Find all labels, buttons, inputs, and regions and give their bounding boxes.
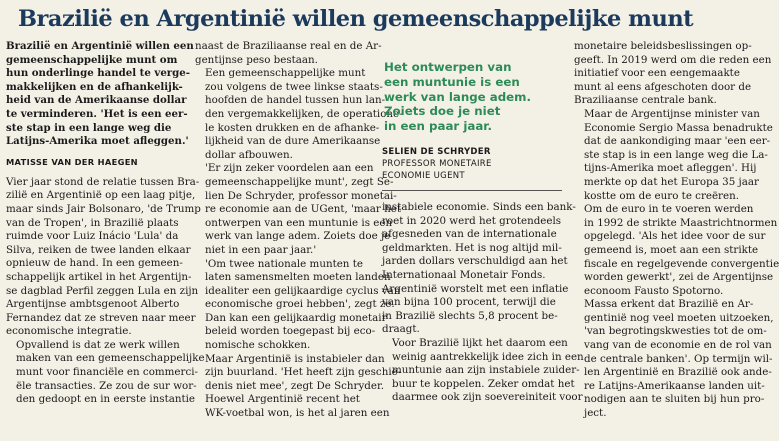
text-line: in Brazilië slechts 5,8 procent be- (382, 309, 558, 322)
text-line: Internationaal Monetair Fonds. (382, 268, 546, 281)
column-1 (6, 40, 205, 439)
text-line: merkte op dat het Europa 35 jaar (584, 175, 759, 188)
text-line: Brazilië en Argentinië willen een (6, 40, 194, 52)
text-line: makkelijken en de afhankelijk- (6, 80, 183, 93)
text-line: jarden dollars verschuldigd aan het (382, 255, 568, 268)
text-line: niet in een paar jaar.' (205, 243, 317, 256)
text-line: kostte om de euro te creëren. (584, 189, 739, 202)
text-line: beleid worden toegepast bij eco- (205, 325, 376, 338)
body-paragraph (574, 40, 772, 108)
text-line: Opvallend is dat ze werk willen (16, 338, 180, 351)
body-paragraph (382, 200, 576, 337)
text-line: geeft. In 2019 werd om die reden een (574, 53, 772, 66)
text-line: dollar afbouwen. (205, 148, 293, 161)
text-line: een muntunie is een (384, 74, 520, 89)
text-line: Massa erkent dat Brazilië en Ar- (584, 298, 754, 311)
body-paragraph (574, 298, 774, 420)
text-line: Zoiets doe je niet (384, 104, 501, 119)
text-line: buur te koppelen. Zeker omdat het (392, 377, 575, 390)
text-line: lijkheid van de dure Amerikaanse (205, 135, 381, 148)
text-line: maar sinds Jair Bolsonaro, 'de Trump (6, 202, 201, 215)
text-line: dat de aankondiging maar 'een eer- (584, 135, 771, 148)
text-line: roet in 2020 werd het grotendeels (382, 214, 562, 227)
body-paragraph (574, 203, 779, 298)
text-line: van bijna 100 procent, terwijl die (382, 296, 556, 309)
text-line: hun onderlinge handel te verge- (6, 67, 191, 80)
text-line: re Latijns-Amerikaanse landen uit- (584, 379, 765, 392)
text-line: werk van lange adem. Zoiets doe je (205, 230, 391, 243)
text-line: Vier jaar stond de relatie tussen Bra- (6, 175, 200, 188)
text-line: le kosten drukken en de afhanke- (205, 121, 380, 134)
text-line: WK-voetbal won, is het al jaren een (205, 407, 390, 420)
text-line: Maar Argentinië is instabieler dan (205, 352, 385, 365)
text-line: Het ontwerpen van (384, 60, 512, 74)
text-line: se dagblad Perfil zeggen Lula en zijn (6, 284, 199, 297)
body-paragraph (195, 67, 403, 162)
text-line: gemeenschappelijke munt om (6, 53, 178, 66)
text-line: van de Tropen', in Brazilië plaats (6, 216, 179, 229)
text-line: economische groei hebben', zegt ze. (205, 298, 395, 311)
text-line: in 1992 de strikte Maastrichtnormen (584, 216, 778, 229)
text-line: Dan kan een gelijkaardig monetair (205, 311, 387, 324)
text-line: Hoewel Argentinië recent het (205, 393, 360, 406)
text-line: fiscale en regelgevende convergentie (584, 257, 779, 270)
text-line: Fernandez dat ze streven naar meer (6, 311, 196, 324)
text-line: Braziliaanse centrale bank. (574, 94, 717, 107)
text-line: geldmarkten. Het is nog altijd mil- (382, 241, 562, 254)
text-line: afgesneden van de internationale (382, 228, 557, 241)
text-line: ruimde voor Luiz Inácio 'Lula' da (6, 230, 179, 243)
text-line: gemeenschappelijke munt', zegt Se- (205, 175, 394, 188)
text-line: Maar de Argentijnse minister van (584, 107, 760, 120)
text-line: Argentinië worstelt met een inflatie (382, 282, 569, 295)
text-line: nomische schokken. (205, 339, 311, 352)
text-line: schappelijk artikel in het Argentijn- (6, 270, 192, 283)
text-line: ject. (584, 407, 607, 420)
text-line: de centrale banken'. Op termijn wil- (584, 352, 773, 365)
intro-paragraph (6, 40, 194, 149)
text-line: opnieuw de hand. In een gemeen- (6, 257, 183, 270)
author-name: SELIEN DE SCHRYDER (382, 146, 491, 157)
text-line: zou volgens de twee linkse staats- (205, 80, 383, 93)
text-line: hoofden de handel tussen hun lan- (205, 94, 386, 107)
text-line: weinig aantrekkelijk idee zich in een (392, 350, 584, 363)
text-line: heid van de Amerikaanse dollar (6, 94, 187, 107)
body-paragraph (195, 352, 402, 421)
byline: MATISSE VAN DER HAEGEN (6, 156, 138, 167)
text-line: in een paar jaar. (384, 119, 492, 134)
body-paragraph (6, 338, 205, 407)
text-line: zilië en Argentinië op een laag pitje, (6, 189, 196, 202)
text-line: naast de Braziliaanse real en de Ar- (195, 40, 382, 52)
text-line: ste stap is in een lange weg die La- (584, 148, 768, 161)
text-line: draagt. (382, 323, 420, 336)
text-line: lien De Schryder, professor monetai- (205, 189, 397, 202)
text-line: ste stap in een lange weg die (6, 121, 172, 134)
text-line: maken van een gemeenschappelijke (16, 352, 205, 365)
text-line: len Argentinië en Brazilië ook ande- (584, 366, 772, 379)
text-line: munt voor financiële en commerci- (16, 366, 198, 379)
text-line: te verminderen. 'Het is een eer- (6, 107, 188, 120)
quote-attribution (382, 146, 562, 191)
text-line: tijns-Amerika moet afleggen'. Hij (584, 162, 757, 175)
text-line: worden gewerkt', zei de Argentijnse (584, 271, 774, 284)
text-line: monetaire beleidsbeslissingen op- (574, 40, 752, 52)
body-paragraph (195, 40, 382, 67)
text-line: 'Om twee nationale munten te (205, 257, 363, 270)
text-line: instabiele economie. Sinds een bank- (382, 200, 576, 213)
pull-quote (384, 60, 562, 134)
body-paragraph (574, 107, 773, 203)
text-line: muntunie aan zijn instabiele zuider- (392, 364, 580, 377)
text-line: Een gemeenschappelijke munt (205, 67, 366, 80)
text-line: den gedoopt en in eerste instantie (16, 393, 196, 406)
article-columns (6, 40, 779, 439)
text-line: economische integratie. (6, 325, 132, 338)
body-paragraph (382, 336, 584, 405)
text-line: Silva, reiken de twee landen elkaar (6, 243, 191, 256)
text-line: gentinië nog veel moeten uitzoeken, (584, 311, 774, 324)
headline: Brazilië en Argentinië willen gemeenschappelijke munt (18, 6, 694, 32)
text-line: re economie aan de UGent, 'maar het (205, 203, 401, 216)
column-4 (574, 40, 779, 439)
text-line: opgelegd. 'Als het idee voor de sur (584, 230, 766, 243)
text-line: gentijnse peso bestaan. (195, 53, 318, 66)
text-line: Voor Brazilië lijkt het daarom een (392, 336, 568, 349)
text-line: 'Er zijn zeker voordelen aan een (205, 162, 374, 175)
text-line: Economie Sergio Massa benadrukte (584, 121, 773, 134)
author-role: ECONOMIE UGENT (382, 170, 465, 181)
text-line: denis niet mee', zegt De Schryder. (205, 379, 385, 392)
text-line: idealiter een gelijkaardige cyclus van (205, 284, 401, 297)
body-paragraph (195, 162, 401, 257)
text-line: gemeend is, moet aan een strikte (584, 243, 759, 256)
text-line: daarmee ook zijn soevereiniteit voor (392, 391, 583, 404)
text-line: zijn buurland. 'Het heeft zijn geschie- (205, 366, 402, 379)
text-line: ële transacties. Ze zou de sur wor- (16, 379, 197, 392)
text-line: werk van lange adem. (384, 89, 531, 104)
text-line: nodigen aan te sluiten bij hun pro- (584, 393, 765, 406)
author-role: PROFESSOR MONETAIRE (382, 158, 492, 169)
text-line: vang van de economie en de rol van (584, 339, 772, 352)
body-paragraph (6, 175, 201, 339)
text-line: ontwerpen van een muntunie is een (205, 216, 393, 229)
text-line: den vergemakkelijken, de operatione- (205, 107, 403, 120)
text-line: Argentijnse ambtsgenoot Alberto (6, 298, 180, 311)
text-line: Om de euro in te voeren werden (584, 203, 754, 216)
text-line: initiatief voor een eengemaakte (574, 67, 740, 80)
text-line: munt al eens afgeschoten door de (574, 80, 752, 93)
text-line: 'van begrotingskwesties tot de om- (584, 325, 767, 338)
text-line: Latijns-Amerika moet afleggen.' (6, 135, 189, 148)
text-line: econoom Fausto Spotorno. (584, 284, 724, 297)
text-line: laten samensmelten moeten landen (205, 271, 391, 284)
column-3 (382, 40, 584, 439)
